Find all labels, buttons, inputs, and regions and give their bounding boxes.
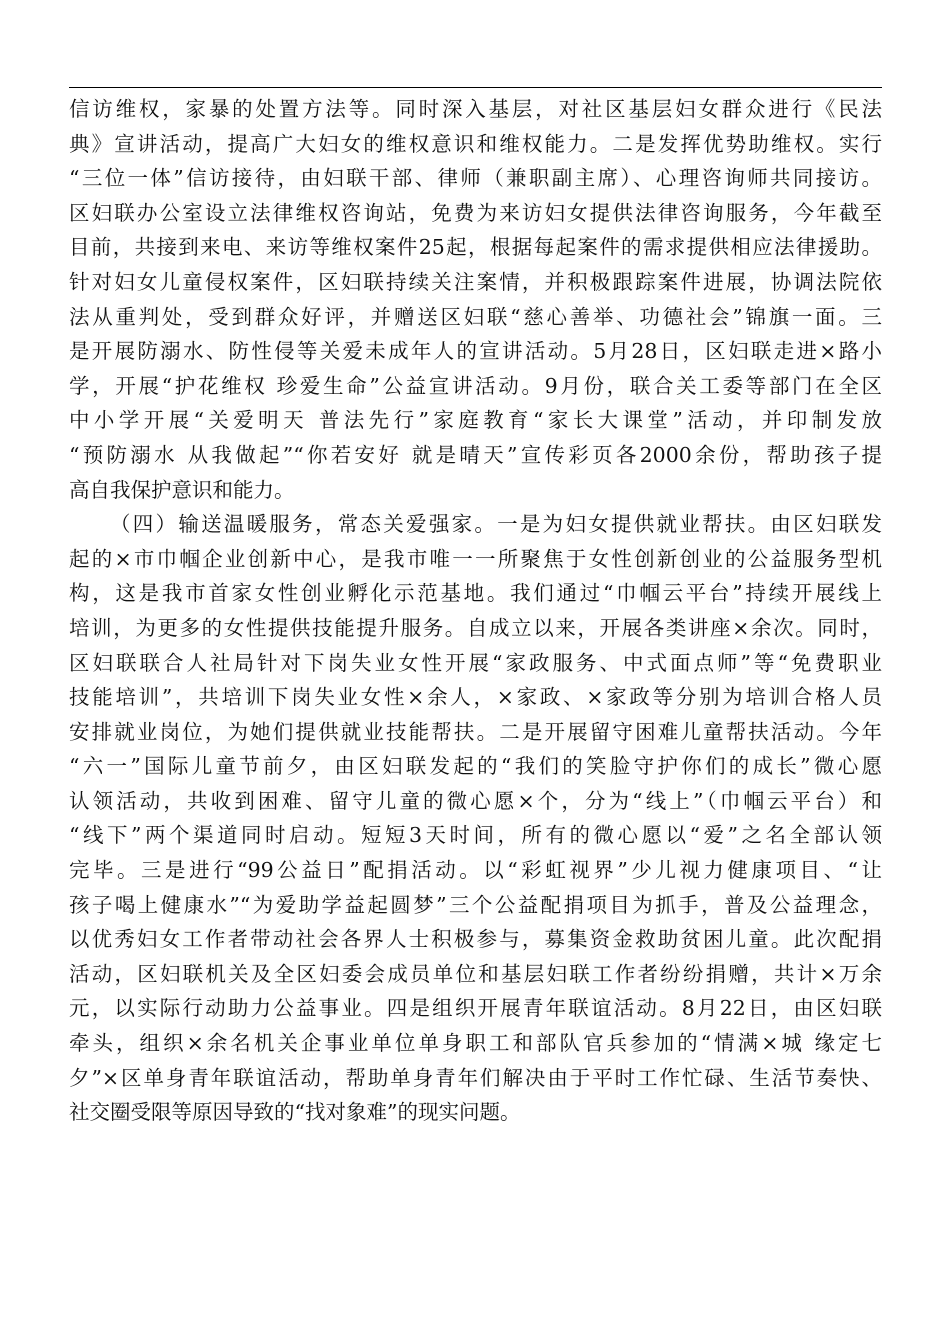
text-line-indented: （四）输送温暖服务，常态关爱强家。一是为妇女提供就业帮扶。由区妇联发 (110, 512, 882, 537)
text-line: “三位一体”信访接待，由妇联干部、律师（兼职副主席）、心理咨询师共同接访。 (69, 166, 882, 191)
text-line: 信访维权，家暴的处置方法等。同时深入基层，对社区基层妇女群众进行《民法 (69, 97, 882, 121)
paragraph (69, 507, 882, 1130)
text-line: 构，这是我市首家女性创业孵化示范基地。我们通过“巾帼云平台”持续开展线上 (69, 581, 882, 606)
text-line: 活动，区妇联机关及全区妇委会成员单位和基层妇联工作者纷纷捐赠，共计×万余 (69, 961, 882, 986)
text-line: 目前，共接到来电、来访等维权案件25起，根据每起案件的需求提供相应法律援助。 (69, 235, 882, 260)
text-line: 元，以实际行动助力公益事业。四是组织开展青年联谊活动。8月22日，由区妇联 (69, 996, 882, 1021)
text-line: 高自我保护意识和能力。 (69, 477, 295, 502)
text-line: 学，开展“护花维权 珍爱生命”公益宣讲活动。9月份，联合关工委等部门在全区 (69, 373, 882, 398)
text-line: 牵头，组织×余名机关企事业单位单身职工和部队官兵参加的“情满×城 缘定七 (69, 1031, 882, 1056)
text-line: 区妇联办公室设立法律维权咨询站，免费为来访妇女提供法律咨询服务，今年截至 (69, 200, 882, 225)
paragraph (69, 92, 882, 507)
text-line: 针对妇女儿童侵权案件，区妇联持续关注案情，并积极跟踪案件进展，协调法院依 (69, 269, 882, 294)
document-body (69, 92, 882, 1130)
text-line: 起的×市巾帼企业创新中心，是我市唯一一所聚焦于女性创新创业的公益服务型机 (69, 546, 882, 571)
text-line: 培训，为更多的女性提供技能提升服务。自成立以来，开展各类讲座×余次。同时， (69, 615, 882, 640)
text-line: 典》宣讲活动，提高广大妇女的维权意识和维权能力。二是发挥优势助维权。实行 (69, 131, 882, 156)
text-line: 安排就业岗位，为她们提供就业技能帮扶。二是开展留守困难儿童帮扶活动。今年 (69, 719, 882, 744)
text-line: 是开展防溺水、防性侵等关爱未成年人的宣讲活动。5月28日，区妇联走进×路小 (69, 339, 882, 364)
header-rule (69, 87, 882, 88)
text-line: “六一”国际儿童节前夕，由区妇联发起的“我们的笑脸守护你们的成长”微心愿 (69, 754, 882, 779)
text-line: 夕”×区单身青年联谊活动，帮助单身青年们解决由于平时工作忙碌、生活节奏快、 (69, 1065, 882, 1090)
text-line: “线下”两个渠道同时启动。短短3天时间，所有的微心愿以“爱”之名全部认领 (69, 823, 882, 848)
text-line: 社交圈受限等原因导致的“找对象难”的现实问题。 (69, 1100, 521, 1125)
text-line: “预防溺水 从我做起”“你若安好 就是晴天”宣传彩页各2000余份，帮助孩子提 (69, 442, 882, 467)
text-line: 中小学开展“关爱明天 普法先行”家庭教育“家长大课堂”活动，并印制发放 (69, 408, 882, 433)
text-line: 法从重判处，受到群众好评，并赠送区妇联“慈心善举、功德社会”锦旗一面。三 (69, 304, 882, 329)
text-line: 区妇联联合人社局针对下岗失业女性开展“家政服务、中式面点师”等“免费职业 (69, 650, 882, 675)
text-line: 认领活动，共收到困难、留守儿童的微心愿×个，分为“线上”（巾帼云平台）和 (69, 788, 882, 813)
text-line: 以优秀妇女工作者带动社会各界人士积极参与，募集资金救助贫困儿童。此次配捐 (69, 927, 882, 952)
text-line: 完毕。三是进行“99公益日”配捐活动。以“彩虹视界”少儿视力健康项目、“让 (69, 858, 882, 883)
text-line: 技能培训”，共培训下岗失业女性×余人，×家政、×家政等分别为培训合格人员 (69, 685, 882, 710)
text-line: 孩子喝上健康水”“为爱助学益起圆梦”三个公益配捐项目为抓手，普及公益理念， (69, 892, 882, 917)
